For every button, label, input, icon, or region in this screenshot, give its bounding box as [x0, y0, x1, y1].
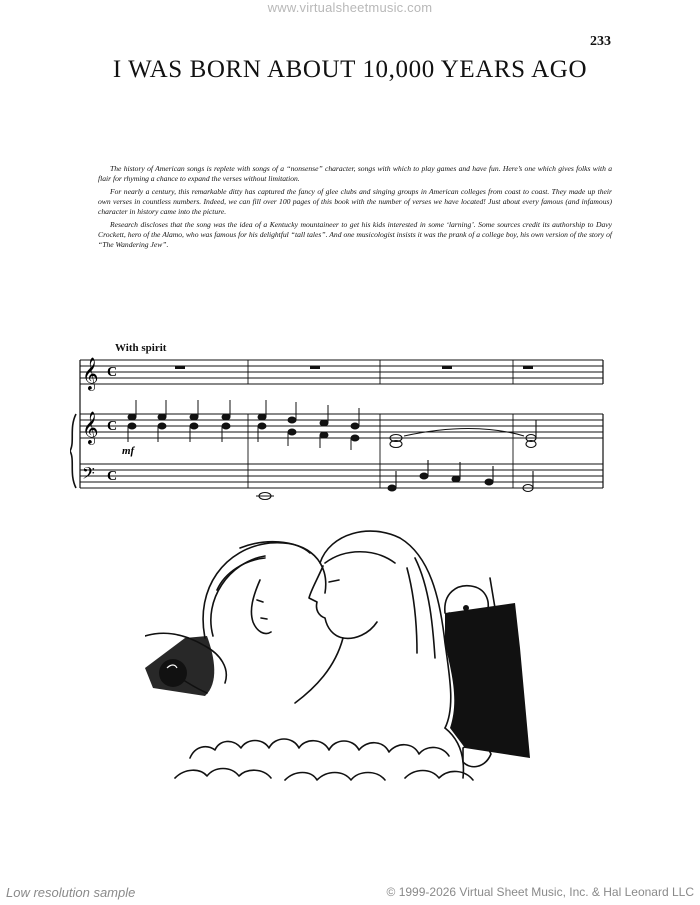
- vocal-rests: [175, 366, 533, 369]
- page-title: I WAS BORN ABOUT 10,000 YEARS AGO: [112, 56, 588, 83]
- intro-paragraph: For nearly a century, this remarkable ditty has captured the fancy of glee clubs and singing groups in American colleges from coast to coast. They made up their own verses in countless numbers. Indeed, we can fill over 100 pages of this book with the number of verses we have located! Just about every famous (and infamous) character in history came into the picture.: [98, 187, 612, 216]
- apple-icon: [159, 659, 187, 687]
- music-score: [70, 350, 610, 510]
- watermark-url: www.virtualsheetmusic.com: [267, 0, 433, 15]
- treble-chords: [128, 400, 359, 450]
- treble-clef-icon: 𝄞: [82, 411, 99, 444]
- treble-held-notes: [390, 420, 536, 448]
- intro-text: [98, 164, 612, 253]
- treble-clef-icon: 𝄞: [82, 357, 99, 390]
- intro-paragraph: The history of American songs is replete with songs of a “nonsense” character, songs with which to play games and have fun. Here’s one which gives folks with a flair for rhyming a chance to expand the verses without limitation.: [98, 164, 612, 183]
- dynamic-marking: mf: [122, 445, 135, 457]
- bass-notes: [256, 460, 533, 500]
- time-signature: C: [107, 365, 118, 380]
- intro-paragraph: Research discloses that the song was the idea of a Kentucky mountaineer to get his kids interested in some ‘larning’. Some sources credit its authorship to Davy Crockett, hero of the Alamo, who was famous for his delightful “tall tales”. And one musicologist insists it was the prank of a college boy, his own version of the story of “The Wandering Jew”.: [98, 220, 612, 249]
- time-signature: C: [107, 469, 118, 484]
- footer-copyright: © 1999-2026 Virtual Sheet Music, Inc. & Hal Leonard LLC: [386, 885, 694, 899]
- couple-illustration: [145, 518, 585, 808]
- time-signature: C: [107, 419, 118, 434]
- dark-backdrop: [445, 603, 530, 758]
- bass-clef-icon: 𝄢: [82, 463, 95, 487]
- vocal-staff: [80, 360, 603, 384]
- piano-bass-staff: [80, 464, 603, 488]
- tempo-marking: With spirit: [115, 342, 167, 354]
- page-number: 233: [590, 34, 611, 49]
- footer-sample-note: Low resolution sample: [6, 885, 136, 900]
